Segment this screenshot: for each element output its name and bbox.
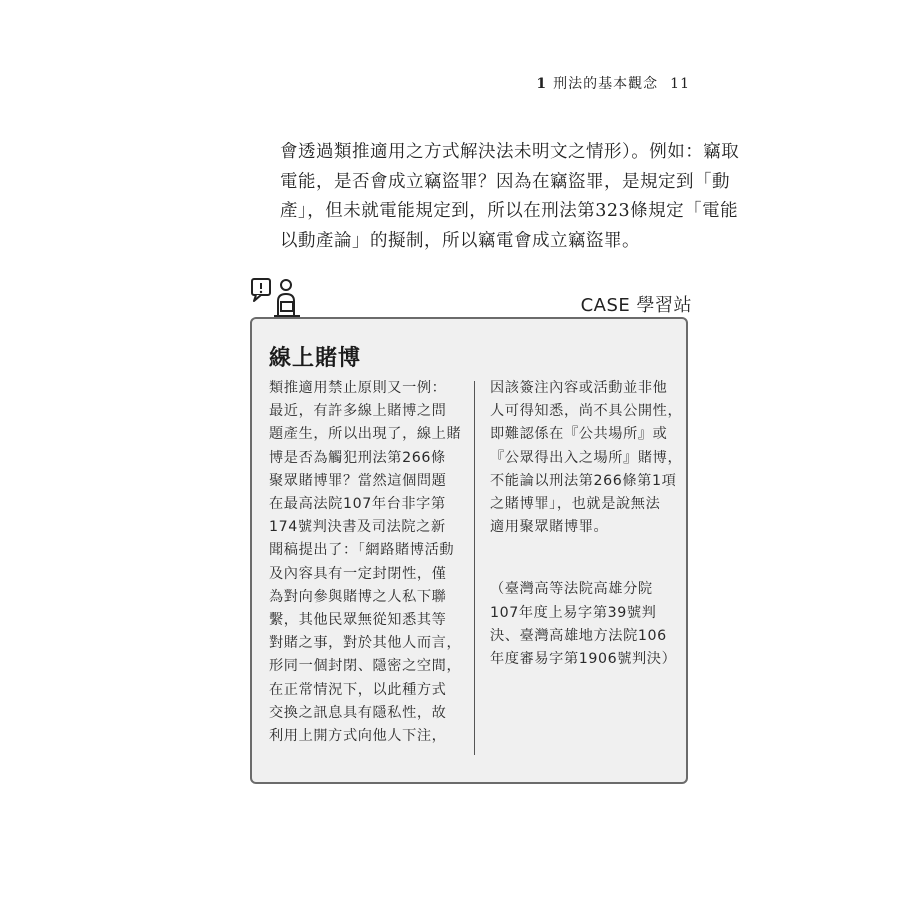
body-line: 會透過類推適用之方式解決法未明文之情形）。例如：竊取 [280, 142, 740, 162]
case-line: 對賭之事，對於其他人而言， [269, 635, 462, 652]
case-line: 為對向參與賭博之人私下聯 [269, 588, 447, 605]
case-line: 在正常情況下，以此種方式 [269, 681, 447, 698]
case-line: 交換之訊息具有隱私性，故 [269, 704, 447, 721]
case-line: 類推適用禁止原則又一例： [269, 380, 447, 396]
case-line: 之賭博罪」，也就是說無法 [490, 496, 661, 513]
case-line: 『公眾得出入之場所』賭博， [490, 449, 683, 466]
case-line: 174號判決書及司法院之新 [269, 519, 446, 536]
column-divider [474, 381, 475, 755]
case-right-column [490, 377, 683, 671]
case-line: 題產生，所以出現了，線上賭 [269, 426, 462, 443]
case-line: 聞稿提出了：「網路賭博活動 [269, 542, 455, 559]
body-line: 以動產論」的擬制，所以竊電會成立竊盜罪。 [280, 230, 640, 251]
case-left-column [269, 377, 462, 748]
presenter-speech-bubble-icon [250, 277, 306, 319]
case-line: 即難認係在『公共場所』或 [490, 426, 668, 443]
chapter-number: 1 [536, 76, 548, 92]
running-header [536, 73, 690, 93]
case-box [250, 317, 688, 784]
body-line: 電能，是否會成立竊盜罪？因為在竊盜罪，是規定到「動 [280, 171, 730, 192]
body-line: 產」，但未就電能規定到，所以在刑法第323條規定「電能 [280, 201, 739, 221]
case-line: 利用上開方式向他人下注， [269, 728, 447, 745]
case-line: 因該簽注內容或活動並非他 [490, 380, 668, 396]
case-section-label: CASE 學習站 [580, 295, 692, 316]
case-line: 在最高法院107年台非字第 [269, 496, 446, 513]
case-line: 博是否為觸犯刑法第266條 [269, 449, 446, 466]
case-line: 形同一個封閉、隱密之空間， [269, 658, 462, 675]
citation-line: 決、臺灣高雄地方法院106 [490, 627, 667, 644]
case-line: 適用聚眾賭博罪。 [490, 519, 609, 536]
body-paragraph [280, 138, 740, 256]
case-line: 不能論以刑法第266條第1項 [490, 472, 677, 489]
citation-line: （臺灣高等法院高雄分院 [490, 581, 653, 598]
chapter-title: 刑法的基本觀念 [553, 76, 659, 92]
case-line: 繫，其他民眾無從知悉其等 [269, 612, 447, 629]
case-line: 人可得知悉，尚不具公開性， [490, 403, 683, 420]
case-line: 聚眾賭博罪？當然這個問題 [269, 472, 447, 489]
case-line: 及內容具有一定封閉性，僅 [269, 565, 447, 582]
citation-line: 107年度上易字第39號判 [490, 604, 657, 621]
case-title: 線上賭博 [269, 346, 362, 371]
citation-spacer [490, 539, 680, 578]
citation-line: 年度審易字第1906號判決） [490, 651, 677, 668]
page-number: 11 [670, 76, 690, 92]
case-line: 最近，有許多線上賭博之問 [269, 403, 447, 420]
